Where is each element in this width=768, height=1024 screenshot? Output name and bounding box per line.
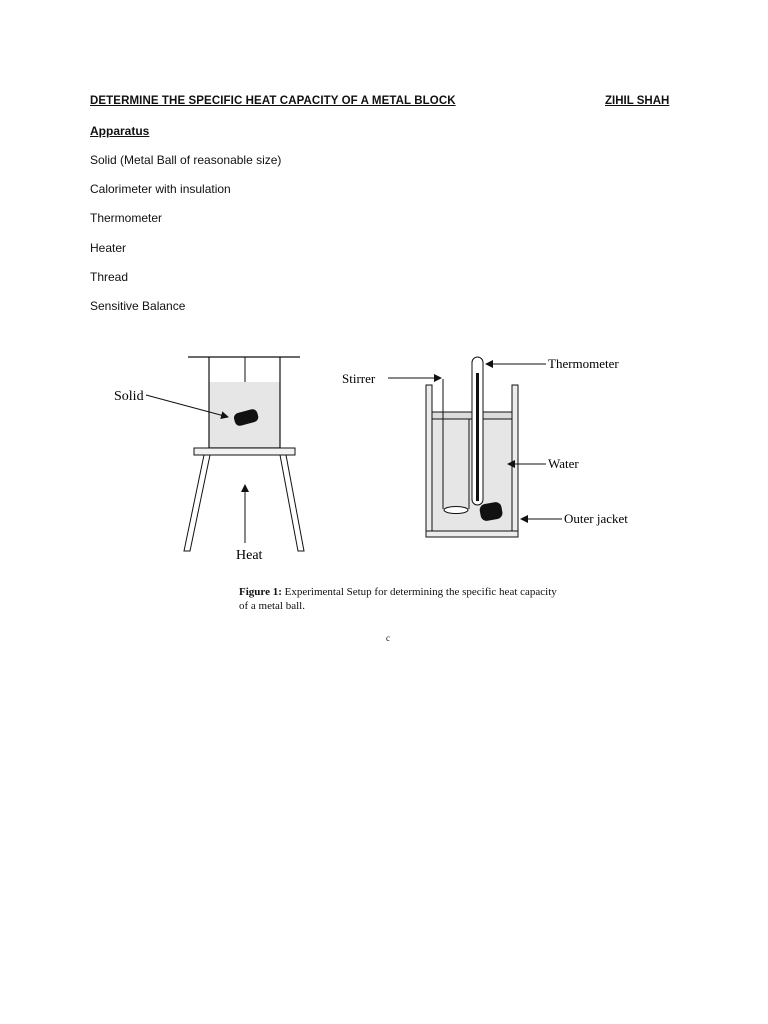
author-name: ZIHIL SHAH xyxy=(605,95,670,107)
apparatus-item: Thread xyxy=(90,270,129,284)
document-title: DETERMINE THE SPECIFIC HEAT CAPACITY OF A METAL BLOCK xyxy=(90,95,456,107)
outer-jacket-label: Outer jacket xyxy=(564,511,628,526)
experiment-diagram xyxy=(100,345,660,625)
apparatus-heading: Apparatus xyxy=(90,124,150,138)
apparatus-item: Thermometer xyxy=(90,211,163,225)
outer-jacket-right-wall xyxy=(512,385,518,537)
apparatus-item: Solid (Metal Ball of reasonable size) xyxy=(90,153,282,167)
stirrer-plate xyxy=(444,507,468,514)
figure-caption-label: Figure 1: xyxy=(239,586,282,598)
footnote-mark: c xyxy=(386,633,390,643)
figure-caption xyxy=(239,585,559,613)
figure-caption-text: Experimental Setup for determining the specific heat capacity of a metal ball. xyxy=(239,586,557,612)
tripod-top xyxy=(194,448,295,455)
heat-label: Heat xyxy=(236,548,263,563)
outer-jacket-left-wall xyxy=(426,385,432,537)
outer-jacket-base xyxy=(426,531,518,537)
thermometer-label: Thermometer xyxy=(548,356,619,371)
apparatus-item: Sensitive Balance xyxy=(90,299,186,313)
tripod-leg-left xyxy=(184,455,210,551)
apparatus-item: Calorimeter with insulation xyxy=(90,182,231,196)
solid-label: Solid xyxy=(114,389,144,404)
stirrer-label: Stirrer xyxy=(342,371,376,386)
thermometer-mercury xyxy=(476,373,479,501)
water-label: Water xyxy=(548,456,579,471)
apparatus-item: Heater xyxy=(90,241,127,255)
calorimeter-setup xyxy=(388,357,562,537)
heating-setup xyxy=(146,357,304,551)
tripod-leg-right xyxy=(280,455,304,551)
